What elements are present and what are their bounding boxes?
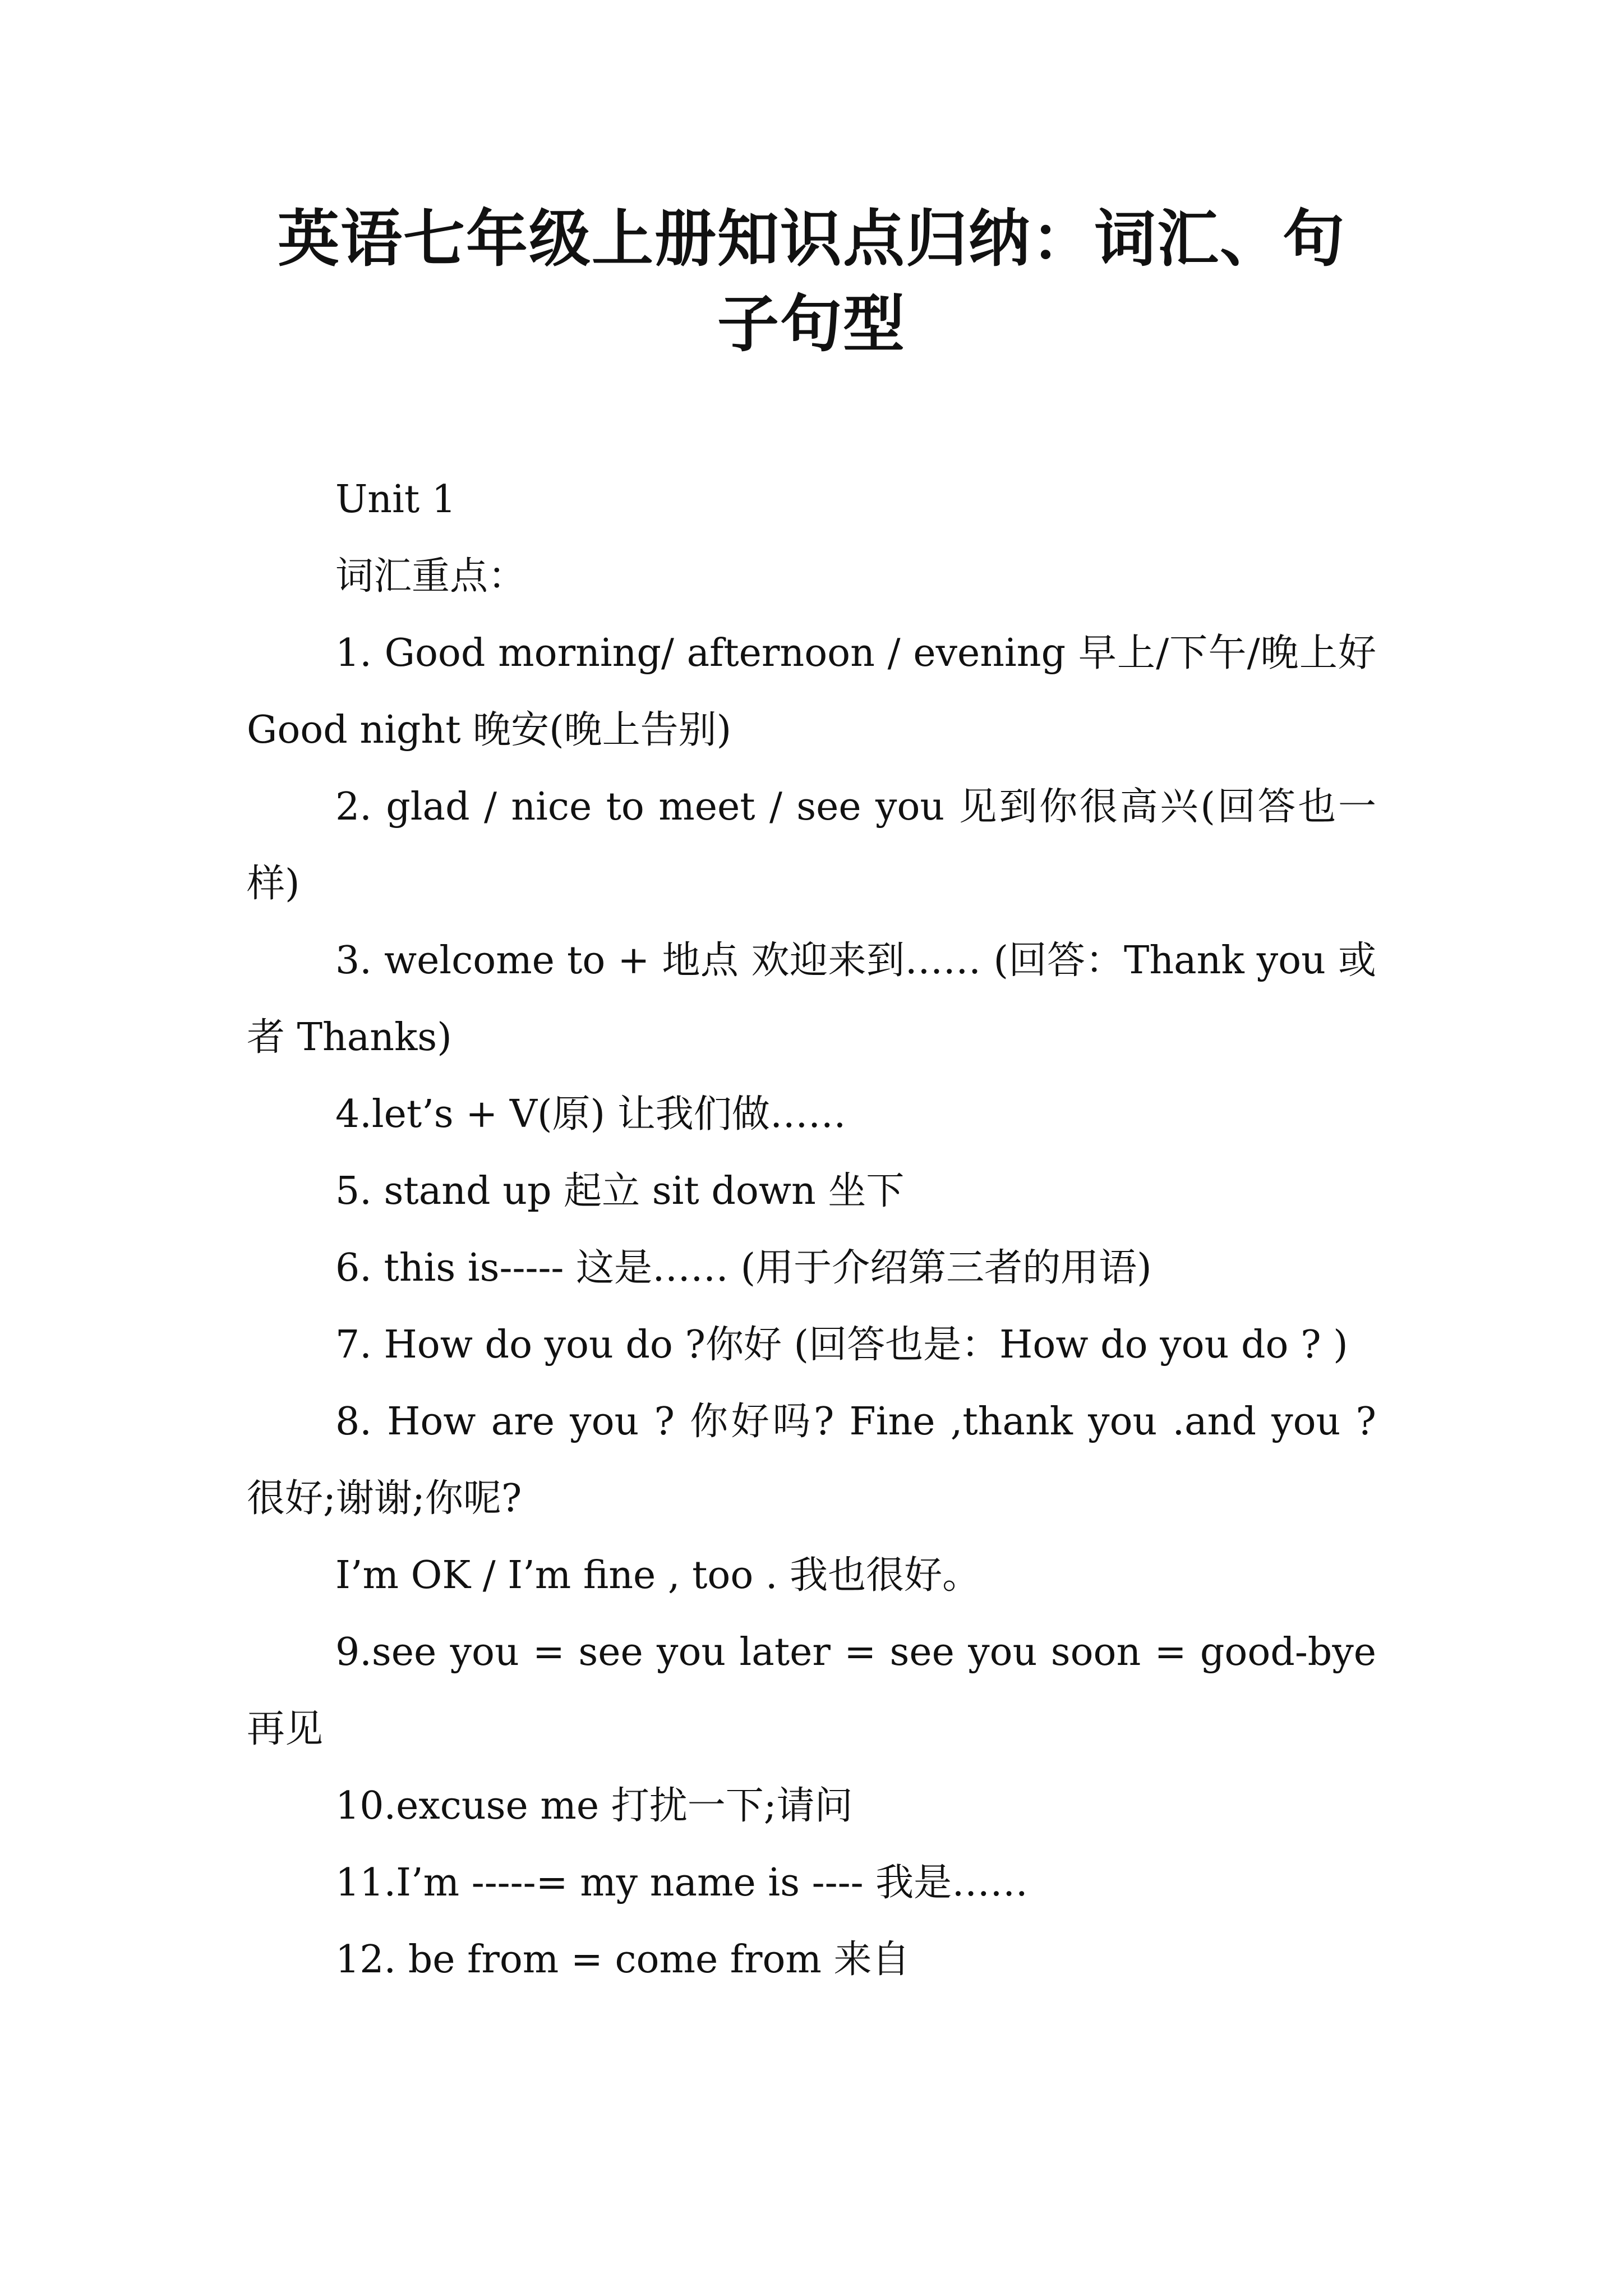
document-body bbox=[247, 461, 1376, 1998]
list-item: 12. be from = come from 来自 bbox=[335, 1938, 910, 1982]
list-item: 4.let’s + V(原) 让我们做…… bbox=[335, 1092, 846, 1137]
list-item: 3. welcome to + 地点 欢迎来到…… (回答：Thank you 或者 Thanks) bbox=[247, 938, 1376, 1060]
list-item: 8. How are you ? 你好吗? Fine ,thank you .and you ? 很好;谢谢;你呢? bbox=[247, 1400, 1376, 1521]
page-title: 英语七年级上册知识点归纳：词汇、句子句型 bbox=[278, 203, 1345, 360]
list-item: 10.excuse me 打扰一下;请问 bbox=[335, 1784, 853, 1828]
unit-heading: Unit 1 bbox=[335, 477, 457, 522]
list-item: 11.I’m -----= my name is ---- 我是…… bbox=[335, 1861, 1029, 1905]
list-item: I’m OK / I’m fine , too . 我也很好。 bbox=[335, 1553, 981, 1598]
list-item: 2. glad / nice to meet / see you 见到你很高兴(回答也一样) bbox=[247, 785, 1376, 906]
list-item: 7. How do you do ?你好 (回答也是：How do you do ? ) bbox=[335, 1323, 1348, 1367]
list-item: 9.see you = see you later = see you soon = good-bye 再见 bbox=[247, 1630, 1376, 1751]
list-item: 1. Good morning/ afternoon / evening 早上/下午/晚上好 Good night 晚安(晚上告别) bbox=[247, 631, 1376, 752]
list-item: 5. stand up 起立 sit down 坐下 bbox=[335, 1169, 905, 1213]
section-heading: 词汇重点： bbox=[335, 554, 527, 599]
list-item: 6. this is----- 这是…… (用于介绍第三者的用语) bbox=[335, 1246, 1152, 1290]
